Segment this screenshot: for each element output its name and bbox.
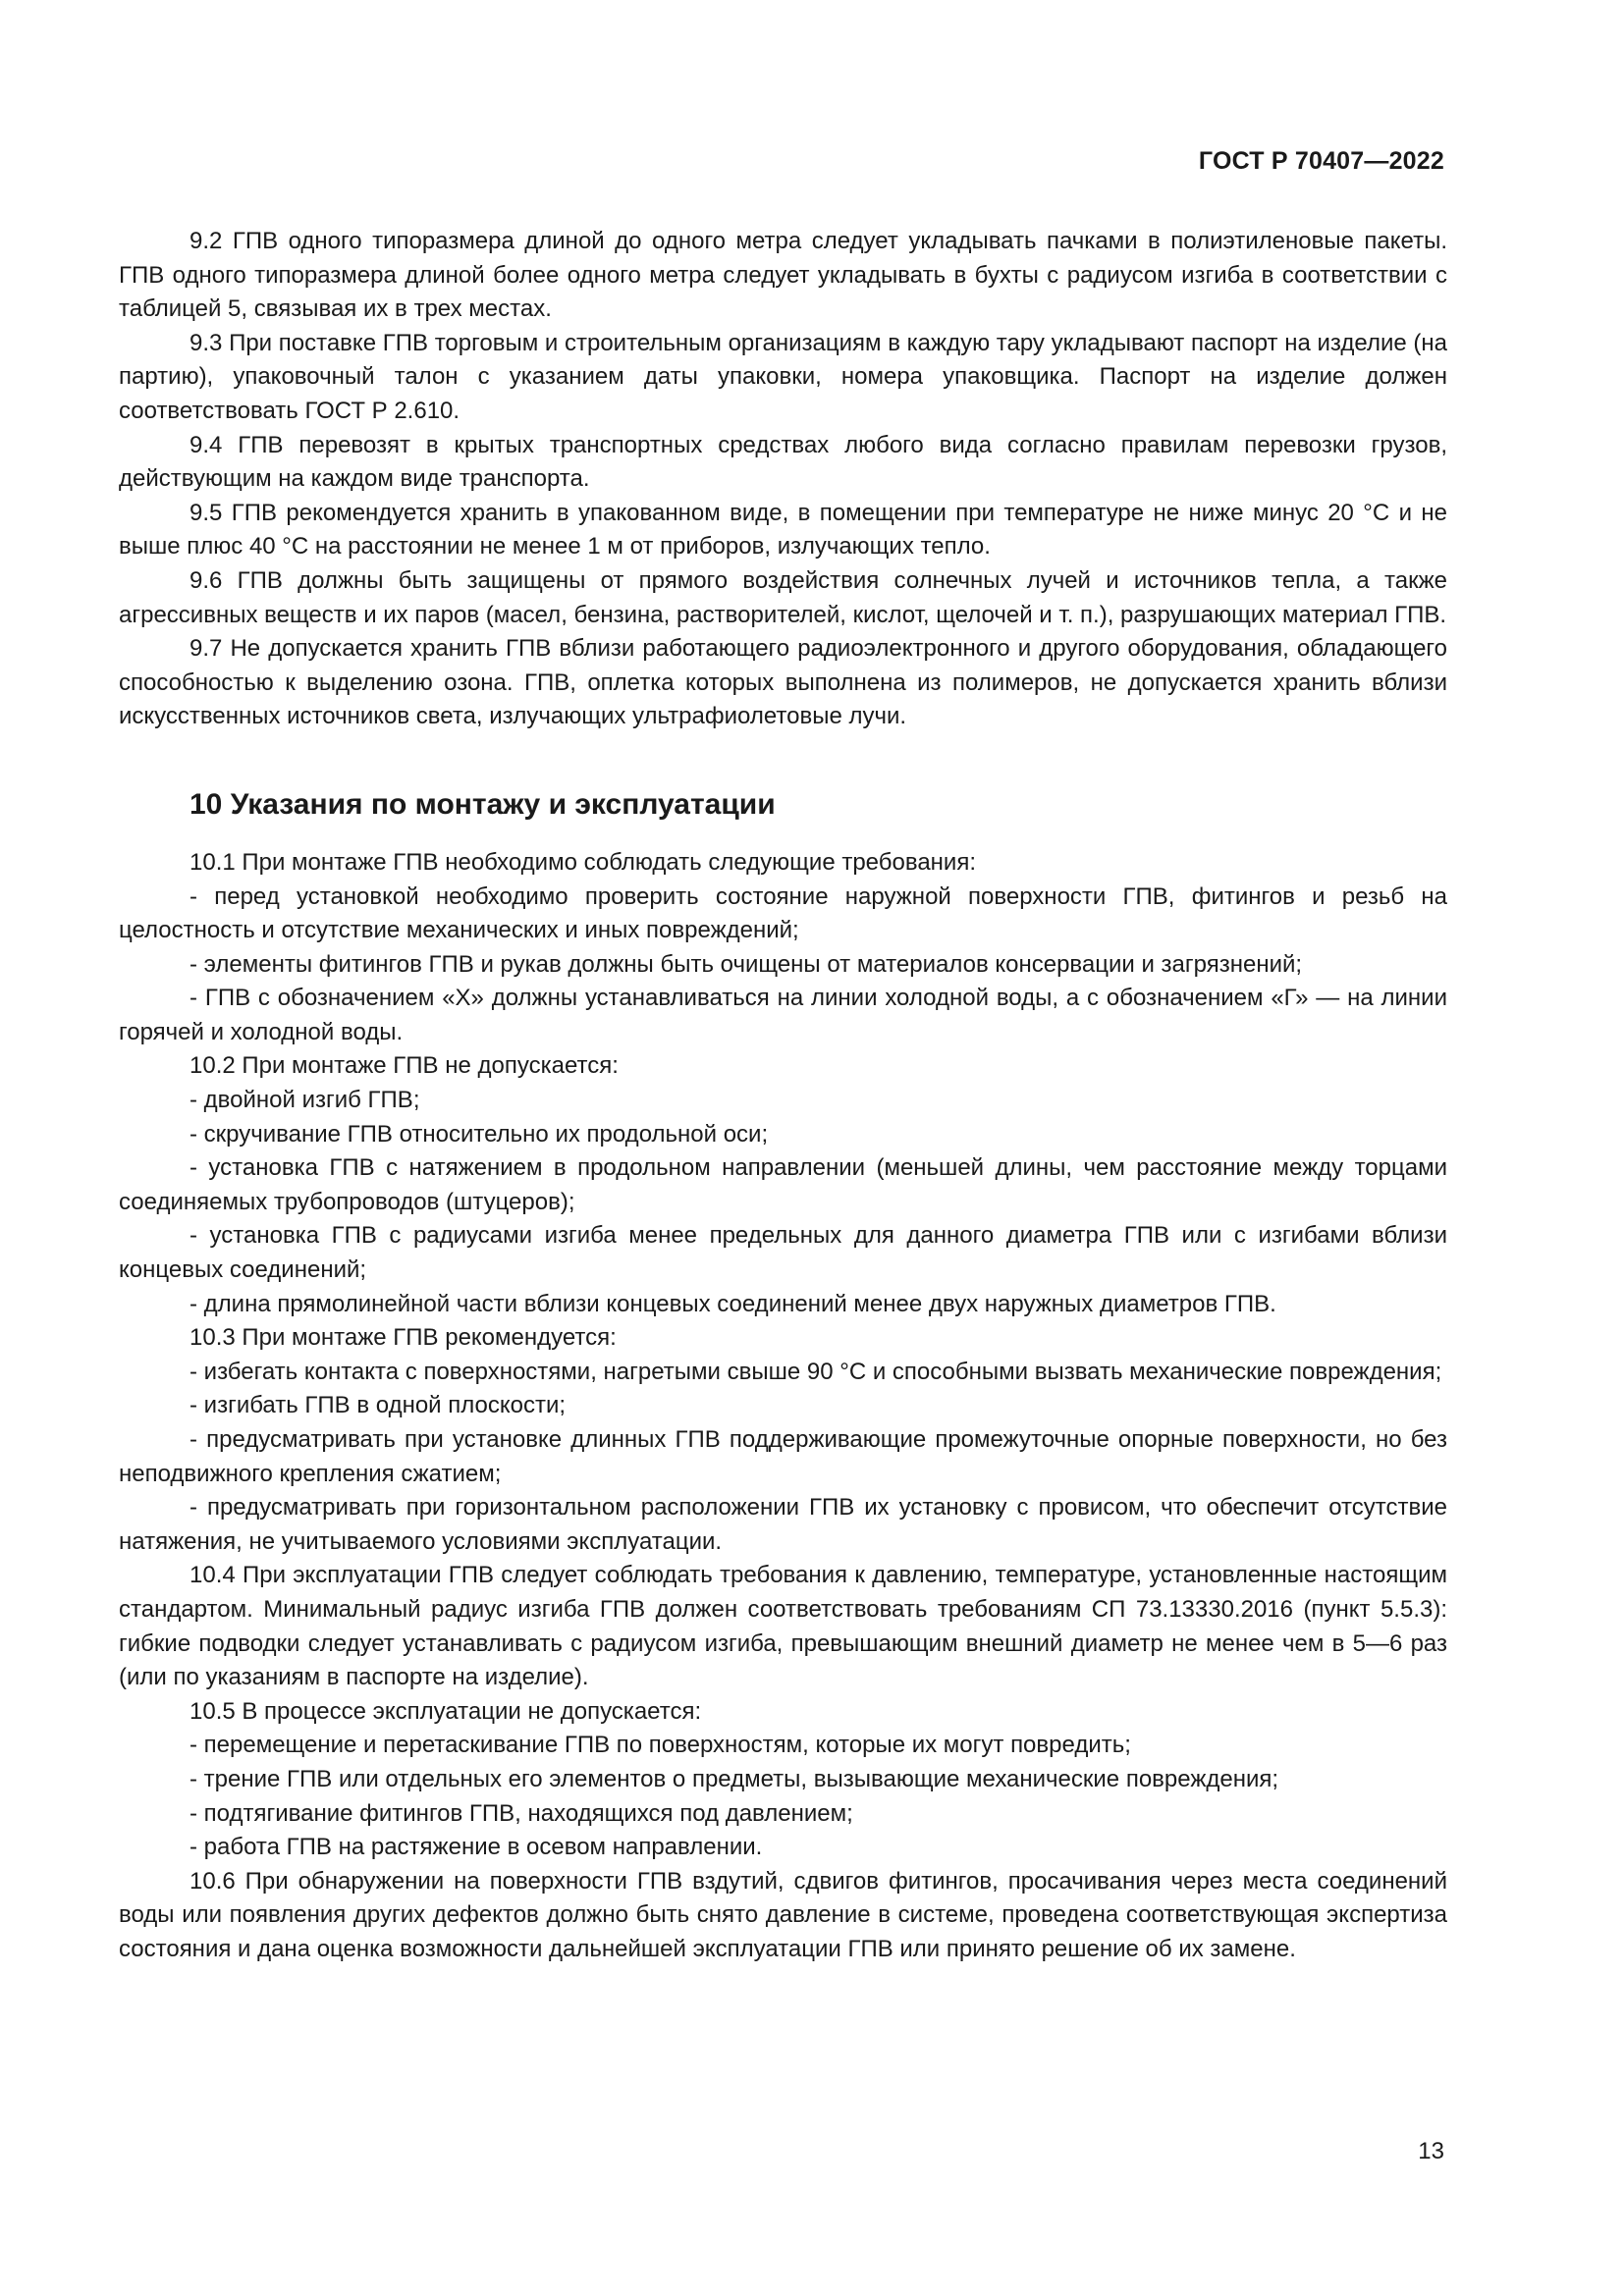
list-item-10-3-b: - изгибать ГПВ в одной плоскости; (189, 1392, 567, 1419)
paragraph-9-3: 9.3 При поставке ГПВ торговым и строительным организациям в каждую тару укладывают паспорт на изделие (на партию), упаковочный талон с указанием даты упаковки, номера упаковщика. Паспорт на изделие должен соответствовать ГОСТ Р 2.610. (119, 329, 1447, 424)
list-item-10-1-a: - перед установкой необходимо проверить состояние наружной поверхности ГПВ, фитингов и резьб на целостность и отсутствие механических и иных повреждений; (119, 882, 1447, 944)
list-item-10-5-b: - трение ГПВ или отдельных его элементов о предметы, вызывающие механические повреждения; (189, 1765, 1279, 1792)
paragraph-9-7: 9.7 Не допускается хранить ГПВ вблизи работающего радиоэлектронного и другого оборудования, обладающего способностью к выделению озона. ГПВ, оплетка которых выполнена из полимеров, не допускается хранить вблизи искусственных источников света, излучающих ультрафиолетовые лучи. (119, 635, 1447, 730)
list-item-10-1-b: - элементы фитингов ГПВ и рукав должны быть очищены от материалов консервации и загрязнений; (189, 950, 1303, 978)
list-item-10-2-c: - установка ГПВ с натяжением в продольном направлении (меньшей длины, чем расстояние между торцами соединяемых трубопроводов (штуцеров); (119, 1154, 1447, 1215)
paragraph-9-4: 9.4 ГПВ перевозят в крытых транспортных средствах любого вида согласно правилам перевозки грузов, действующим на каждом виде транспорта. (119, 431, 1447, 493)
paragraph-10-3: 10.3 При монтаже ГПВ рекомендуется: (189, 1324, 617, 1352)
paragraph-10-5: 10.5 В процессе эксплуатации не допускается: (189, 1697, 702, 1725)
list-item-10-3-a: - избегать контакта с поверхностями, нагретыми свыше 90 °С и способными вызвать механические повреждения; (189, 1358, 1442, 1385)
section-10-heading: 10 Указания по монтажу и эксплуатации (189, 787, 776, 821)
paragraph-10-1: 10.1 При монтаже ГПВ необходимо соблюдать следующие требования: (189, 848, 976, 876)
document-body (119, 225, 1447, 1967)
list-item-10-5-c: - подтягивание фитингов ГПВ, находящихся под давлением; (189, 1799, 853, 1827)
page-number: 13 (1418, 2138, 1444, 2164)
list-item-10-5-a: - перемещение и перетаскивание ГПВ по поверхностям, которые их могут повредить; (189, 1732, 1131, 1759)
list-item-10-2-a: - двойной изгиб ГПВ; (189, 1087, 420, 1114)
list-item-10-1-c: - ГПВ с обозначением «Х» должны устанавливаться на линии холодной воды, а с обозначением «Г» — на линии горячей и холодной воды. (119, 985, 1447, 1045)
list-item-10-2-b: - скручивание ГПВ относительно их продольной оси; (189, 1120, 769, 1148)
paragraph-10-4: 10.4 При эксплуатации ГПВ следует соблюдать требования к давлению, температуре, установленные настоящим стандартом. Минимальный радиус изгиба ГПВ должен соответствовать требованиям СП 73.13330.2016 (пункт 5.5.3): гибкие подводки следует устанавливать с радиусом изгиба, превышающим внешний диаметр не менее чем в 5—6 раз (или по указаниям в паспорте на изделие). (119, 1562, 1447, 1691)
paragraph-9-5: 9.5 ГПВ рекомендуется хранить в упакованном виде, в помещении при температуре не ниже минус 20 °С и не выше плюс 40 °С на расстоянии не менее 1 м от приборов, излучающих тепло. (119, 499, 1447, 561)
list-item-10-5-d: - работа ГПВ на растяжение в осевом направлении. (189, 1834, 763, 1861)
list-item-10-2-d: - установка ГПВ с радиусами изгиба менее предельных для данного диаметра ГПВ или с изгибами вблизи концевых соединений; (119, 1222, 1447, 1284)
paragraph-10-6: 10.6 При обнаружении на поверхности ГПВ вздутий, сдвигов фитингов, просачивания через места соединений воды или появления других дефектов должно быть снято давление в системе, проведена соответствующая экспертиза состояния и дана оценка возможности дальнейшей эксплуатации ГПВ или принято решение об их замене. (119, 1867, 1447, 1962)
paragraph-10-2: 10.2 При монтаже ГПВ не допускается: (189, 1052, 619, 1080)
list-item-10-2-e: - длина прямолинейной части вблизи концевых соединений менее двух наружных диаметров ГПВ. (189, 1290, 1276, 1317)
document-code-header: ГОСТ Р 70407—2022 (1198, 147, 1444, 175)
paragraph-9-6: 9.6 ГПВ должны быть защищены от прямого воздействия солнечных лучей и источников тепла, а также агрессивных веществ и их паров (масел, бензина, растворителей, кислот, щелочей и т. п.), разрушающих материал ГПВ. (119, 566, 1447, 628)
list-item-10-3-d: - предусматривать при горизонтальном расположении ГПВ их установку с провисом, что обеспечит отсутствие натяжения, не учитываемого условиями эксплуатации. (119, 1494, 1447, 1555)
paragraph-9-2: 9.2 ГПВ одного типоразмера длиной до одного метра следует укладывать пачками в полиэтиленовые пакеты. ГПВ одного типоразмера длиной более одного метра следует укладывать в бухты с радиусом изгиба в соответствии с таблицей 5, связывая их в трех местах. (119, 228, 1447, 323)
list-item-10-3-c: - предусматривать при установке длинных ГПВ поддерживающие промежуточные опорные поверхности, но без неподвижного крепления сжатием; (119, 1426, 1447, 1487)
